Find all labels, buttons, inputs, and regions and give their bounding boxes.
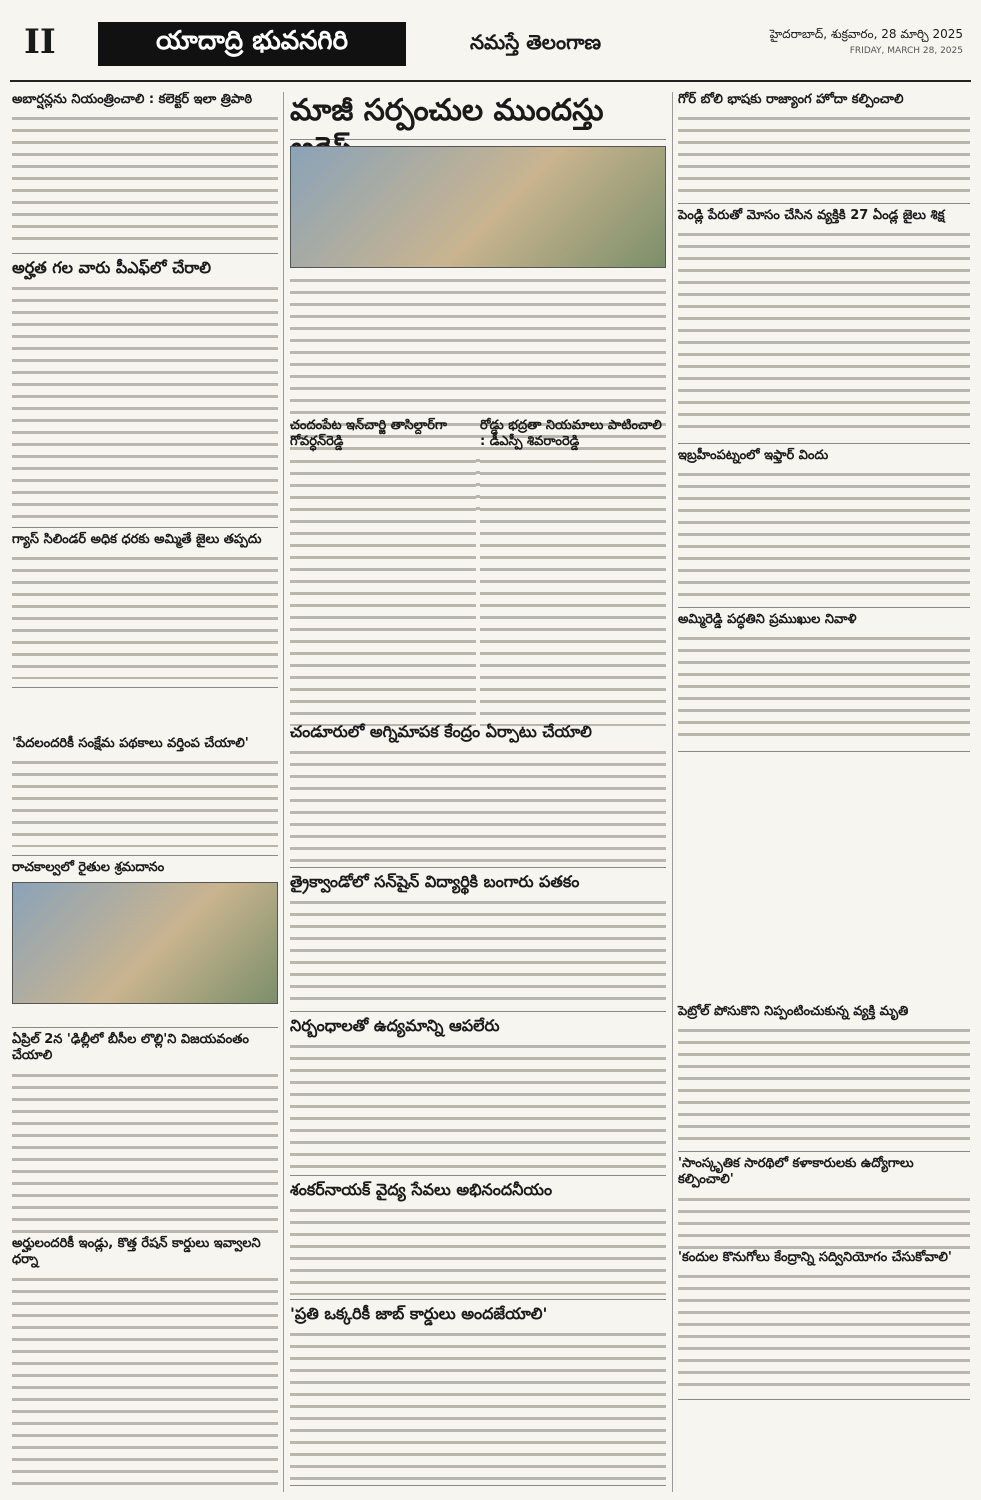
- headline: అర్హత గల వారు పీఎఫ్‌లో చేరాలి: [12, 258, 211, 277]
- story-job: [290, 1304, 666, 1486]
- headline: పెండ్లి పేరుతో మోసం చేసిన వ్యక్తికి 27 ఏండ్ల జైలు శిక్ష: [678, 208, 945, 223]
- story-petrol: [678, 1004, 970, 1152]
- dateline: [770, 26, 963, 60]
- headline: నిర్బంధాలతో ఉద్యమాన్ని ఆపలేరు: [290, 1016, 500, 1035]
- headline: ఇబ్రహీంపట్నంలో ఇఫ్తార్ విందు: [678, 448, 829, 463]
- story-culture: [678, 1156, 970, 1246]
- story-road: [480, 418, 666, 718]
- story-rachakalva: [12, 860, 278, 1028]
- headline: గ్యాస్ సిలిండర్ అధిక ధరకు అమ్మితే జైలు తప్పదు: [12, 532, 262, 547]
- story-welfare: [12, 736, 278, 856]
- headline: 'ప్రతి ఒక్కరికీ జాబ్ కార్డులు అందజేయాలి': [290, 1304, 548, 1323]
- news-photo: [290, 146, 666, 268]
- lead-headline: మాజీ సర్పంచుల ముందస్తు: [290, 93, 604, 128]
- date-english: FRIDAY, MARCH 28, 2025: [849, 46, 963, 56]
- headline: అబార్షన్లను నియంత్రించాలి : కలెక్టర్ ఇలా త్రిపాఠి: [12, 92, 253, 107]
- headline: త్రైక్వాండోలో సన్‌షైన్ విద్యార్థికి బంగారు పతకం: [290, 872, 580, 891]
- newspaper-brand: నమస్తే తెలంగాణ: [470, 30, 602, 54]
- headline: అర్హులందరికీ ఇండ్లు, కొత్త రేషన్ కార్డులు ఇవ్వాలని ధర్నా: [12, 1236, 261, 1268]
- story-gas: [12, 532, 278, 688]
- story-gorbol: [678, 92, 970, 204]
- headline: రాచకాల్వలో రైతుల శ్రమదానం: [12, 860, 165, 875]
- news-photo: [12, 882, 278, 1004]
- story-fire: [290, 722, 666, 868]
- lead-headline-block: [290, 92, 666, 140]
- story-vijayawada: [12, 1032, 278, 1232]
- headline: శంకర్‌నాయక్ వైద్య సేవలు అభినందనీయం: [290, 1180, 553, 1199]
- story-collector: [12, 92, 278, 254]
- story-nirbandh: [290, 1016, 666, 1176]
- column-rule: [672, 92, 673, 1492]
- story-gold: [290, 872, 666, 1012]
- headline: చండూరులో అగ్నిమాపక కేంద్రం ఏర్పాటు చేయాలి: [290, 722, 592, 741]
- headline: రోడ్డు భద్రతా నియమాలు పాటించాలి : డీఎస్పీ శివరాంరెడ్డి: [480, 418, 662, 450]
- headline: 'కందుల కొనుగోలు కేంద్రాన్ని సద్వినియోగం చేసుకోవాలి': [678, 1250, 952, 1265]
- story-ration: [12, 1236, 278, 1486]
- page-number: II: [24, 22, 56, 62]
- story-gowardhan: [290, 418, 476, 718]
- story-iftar: [678, 448, 970, 608]
- date-telugu: హైదరాబాద్, శుక్రవారం, 28 మార్చి 2025: [769, 27, 963, 41]
- story-jail: [678, 208, 970, 444]
- headline: పెట్రోల్ పోసుకొని నిప్పంటించుకున్న వ్యక్తి మృతి: [678, 1004, 909, 1019]
- headline: గోర్ బోలి భాషకు రాజ్యాంగ హోదా కల్పించాలి: [678, 92, 904, 107]
- headline: అమ్మిరెడ్డి పద్ధతిని ప్రముఖుల నివాళి: [678, 612, 857, 627]
- column-rule: [283, 92, 284, 1492]
- lead-story: [290, 146, 666, 414]
- story-shankar: [290, 1180, 666, 1300]
- headline: 'సాంస్కృతిక సారథిలో కళాకారులకు ఉద్యోగాలు కల్పించాలి': [678, 1156, 914, 1188]
- headline: చందంపేట ఇన్‌చార్జి తాసిల్దార్‌గా గోవర్ధన్‌రెడ్డి: [290, 418, 447, 450]
- masthead: [10, 10, 971, 82]
- story-kandula: [678, 1250, 970, 1400]
- story-pf: [12, 258, 278, 528]
- headline: 'పేదలందరికీ సంక్షేమ పథకాలు వర్తింప చేయాలి': [12, 736, 249, 751]
- headline: ఏప్రిల్ 2న 'ఢిల్లీలో బీసీల లొల్లి'ని విజయవంతం చేయాలి: [12, 1032, 249, 1064]
- district-title: యాదాద్రి భువనగిరి: [98, 22, 406, 66]
- story-ammireddy: [678, 612, 970, 752]
